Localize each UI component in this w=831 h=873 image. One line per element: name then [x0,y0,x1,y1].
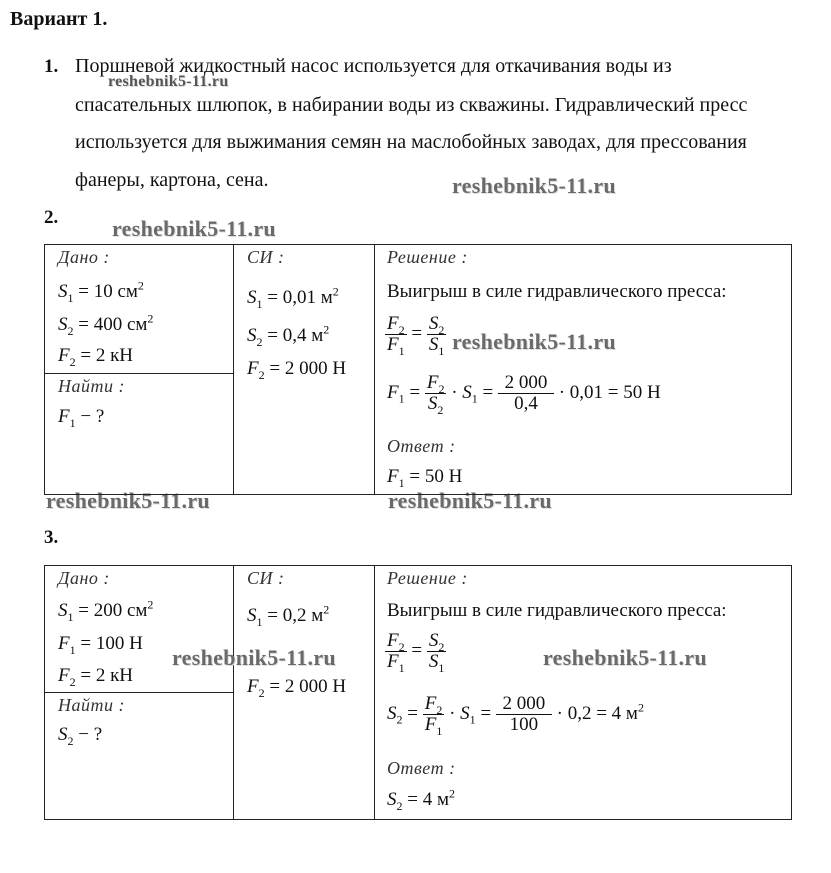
watermark: reshebnik5-11.ru [112,216,276,241]
task1-line-3: используется для выжимания семян на маслобойных заводах, для прессования [75,131,747,153]
solution-text: Выигрыш в силе гидравлического пресса: [387,281,727,302]
given-label: Дано : [58,247,110,267]
si-s1: $S_1 = 0,2$ $м^2$ [247,602,330,629]
answer-label: Ответ : [387,758,456,778]
si-label: СИ : [247,247,285,267]
watermark: reshebnik5-11.ru [172,645,336,670]
task1-number: 1. [44,56,59,77]
answer-value: $S_2 = 4$ $м^2$ [387,786,455,813]
find-label: Найти : [58,695,125,715]
answer-label: Ответ : [387,436,456,456]
find-label: Найти : [58,376,125,396]
task1-line-1: Поршневой жидкостный насос используется для откачивания воды из [75,55,672,77]
task1-line-4: фанеры, картона, сена. [75,169,269,191]
find-s2: $S_2$ − ? [58,724,103,748]
si-s2: $S_2 = 0,4$ $м^2$ [247,322,330,349]
given-label: Дано : [58,568,110,588]
watermark: reshebnik5-11.ru [452,329,616,354]
watermark: reshebnik5-11.ru [452,173,616,198]
page-title: Вариант 1. [10,8,108,30]
watermark: reshebnik5-11.ru [108,73,229,90]
si-f2: $F_2 = 2$ 000 Н [247,358,347,382]
solution-text: Выигрыш в силе гидравлического пресса: [387,600,727,621]
find-f1: $F_1$ − ? [58,406,105,430]
task2-table [44,244,792,495]
si-s1: $S_1 = 0,01$ $м^2$ [247,284,339,311]
task3-number: 3. [44,527,59,548]
watermark: reshebnik5-11.ru [388,488,552,513]
task3-table [44,565,792,820]
given-s1: $S_1 = 200$ $см^2$ [58,597,154,624]
watermark: reshebnik5-11.ru [46,488,210,513]
task1-line-2: спасательных шлюпок, в набирании воды из скважины. Гидравлический пресс [75,94,748,116]
given-s2: $S_2 = 400$ $см^2$ [58,311,154,338]
answer-value: $F_1 = 50$ Н [387,466,463,490]
watermark: reshebnik5-11.ru [543,645,707,670]
given-f1: $F_1 = 100$ Н [58,633,143,657]
given-f2: $F_2 = 2$ кН [58,665,134,689]
task2-number: 2. [44,207,59,228]
si-f2: $F_2 = 2$ 000 Н [247,676,347,700]
given-f2: $F_2 = 2$ кН [58,345,134,369]
equation-result: $F_1$ = $\frac{F_2}{S_2}$ · $S_1$ = $\frac{2 000}{0,4}$ · 0,01 = 50 Н [387,372,661,417]
equation-ratio: $\frac{F_2}{F_1}$ = $\frac{S_2}{S_1}$ [387,630,445,675]
given-s1: $S_1 = 10$ $см^2$ [58,278,144,305]
solution-label: Решение : [387,247,468,267]
solution-label: Решение : [387,568,468,588]
si-label: СИ : [247,568,285,588]
equation-ratio: $\frac{F_2}{F_1}$ = $\frac{S_2}{S_1}$ [387,313,445,358]
equation-result: $S_2$ = $\frac{F_2}{F_1}$ · $S_1$ = $\frac{2 000}{100}$ · 0,2 = 4 $м^2$ [387,693,644,738]
